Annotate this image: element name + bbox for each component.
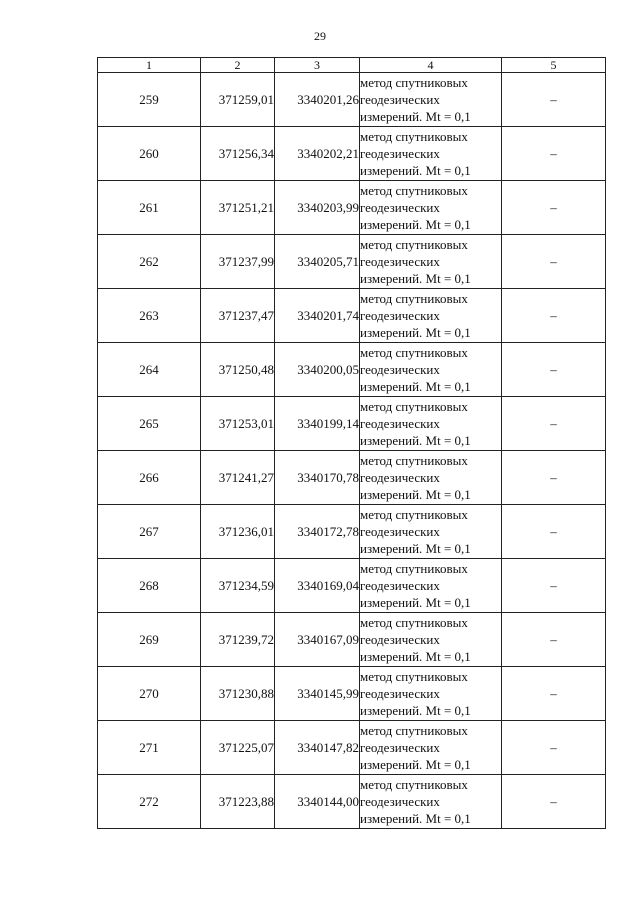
point-number: 265 (98, 397, 201, 451)
coordinate-x: 371250,48 (201, 343, 275, 397)
note-cell: – (502, 73, 606, 127)
method-description (360, 505, 502, 559)
table-row (98, 127, 606, 181)
method-description (360, 667, 502, 721)
method-description (360, 73, 502, 127)
note-cell: – (502, 343, 606, 397)
method-line-2: геодезических (360, 632, 440, 647)
method-line-3: измерений. Mt = 0,1 (360, 649, 471, 664)
table-row (98, 559, 606, 613)
coordinate-y: 3340169,04 (275, 559, 360, 613)
table-row (98, 613, 606, 667)
table-row (98, 289, 606, 343)
coordinate-x: 371225,07 (201, 721, 275, 775)
point-number: 262 (98, 235, 201, 289)
method-line-3: измерений. Mt = 0,1 (360, 433, 471, 448)
coordinate-y: 3340147,82 (275, 721, 360, 775)
method-line-2: геодезических (360, 578, 440, 593)
coordinate-y: 3340201,26 (275, 73, 360, 127)
method-line-1: метод спутниковых (360, 345, 468, 360)
method-description (360, 451, 502, 505)
method-line-2: геодезических (360, 200, 440, 215)
note-cell: – (502, 775, 606, 829)
note-cell: – (502, 667, 606, 721)
note-cell: – (502, 613, 606, 667)
coordinate-y: 3340167,09 (275, 613, 360, 667)
coordinate-y: 3340203,99 (275, 181, 360, 235)
coordinate-x: 371239,72 (201, 613, 275, 667)
point-number: 270 (98, 667, 201, 721)
coordinate-x: 371256,34 (201, 127, 275, 181)
method-line-2: геодезических (360, 416, 440, 431)
point-number: 272 (98, 775, 201, 829)
coordinate-x: 371253,01 (201, 397, 275, 451)
method-line-3: измерений. Mt = 0,1 (360, 541, 471, 556)
table-row (98, 181, 606, 235)
table-row (98, 667, 606, 721)
note-cell: – (502, 289, 606, 343)
method-line-1: метод спутниковых (360, 75, 468, 90)
table-row (98, 343, 606, 397)
method-description (360, 343, 502, 397)
point-number: 266 (98, 451, 201, 505)
coordinate-x: 371234,59 (201, 559, 275, 613)
note-cell: – (502, 397, 606, 451)
coordinate-x: 371223,88 (201, 775, 275, 829)
table-body (98, 73, 606, 829)
table-row (98, 505, 606, 559)
method-line-3: измерений. Mt = 0,1 (360, 595, 471, 610)
note-cell: – (502, 127, 606, 181)
method-line-3: измерений. Mt = 0,1 (360, 379, 471, 394)
method-description (360, 289, 502, 343)
method-description (360, 181, 502, 235)
header-col-5: 5 (502, 58, 606, 73)
method-line-1: метод спутниковых (360, 237, 468, 252)
method-line-2: геодезических (360, 794, 440, 809)
table-row (98, 775, 606, 829)
coordinate-x: 371259,01 (201, 73, 275, 127)
method-line-1: метод спутниковых (360, 561, 468, 576)
point-number: 260 (98, 127, 201, 181)
method-description (360, 559, 502, 613)
note-cell: – (502, 181, 606, 235)
coordinate-y: 3340200,05 (275, 343, 360, 397)
coordinate-x: 371251,21 (201, 181, 275, 235)
point-number: 271 (98, 721, 201, 775)
coordinate-y: 3340205,71 (275, 235, 360, 289)
method-line-1: метод спутниковых (360, 723, 468, 738)
coordinate-y: 3340201,74 (275, 289, 360, 343)
header-col-3: 3 (275, 58, 360, 73)
table-row (98, 721, 606, 775)
method-line-3: измерений. Mt = 0,1 (360, 163, 471, 178)
method-line-1: метод спутниковых (360, 615, 468, 630)
method-line-1: метод спутниковых (360, 453, 468, 468)
header-col-1: 1 (98, 58, 201, 73)
method-description (360, 397, 502, 451)
method-line-1: метод спутниковых (360, 669, 468, 684)
method-line-1: метод спутниковых (360, 399, 468, 414)
table-row (98, 397, 606, 451)
point-number: 267 (98, 505, 201, 559)
method-line-3: измерений. Mt = 0,1 (360, 325, 471, 340)
method-line-2: геодезических (360, 254, 440, 269)
method-description (360, 127, 502, 181)
method-description (360, 613, 502, 667)
coordinate-x: 371237,47 (201, 289, 275, 343)
coordinate-x: 371230,88 (201, 667, 275, 721)
coordinate-x: 371237,99 (201, 235, 275, 289)
method-line-2: геодезических (360, 686, 440, 701)
method-line-1: метод спутниковых (360, 129, 468, 144)
method-line-2: геодезических (360, 362, 440, 377)
note-cell: – (502, 451, 606, 505)
method-line-3: измерений. Mt = 0,1 (360, 811, 471, 826)
table-row (98, 235, 606, 289)
method-line-3: измерений. Mt = 0,1 (360, 271, 471, 286)
coordinate-x: 371241,27 (201, 451, 275, 505)
method-line-1: метод спутниковых (360, 291, 468, 306)
method-line-1: метод спутниковых (360, 777, 468, 792)
method-description (360, 235, 502, 289)
method-line-3: измерений. Mt = 0,1 (360, 487, 471, 502)
note-cell: – (502, 505, 606, 559)
point-number: 263 (98, 289, 201, 343)
method-line-1: метод спутниковых (360, 507, 468, 522)
method-line-3: измерений. Mt = 0,1 (360, 703, 471, 718)
method-description (360, 721, 502, 775)
note-cell: – (502, 559, 606, 613)
method-line-2: геодезических (360, 524, 440, 539)
note-cell: – (502, 235, 606, 289)
method-line-1: метод спутниковых (360, 183, 468, 198)
method-line-2: геодезических (360, 146, 440, 161)
method-description (360, 775, 502, 829)
coordinate-y: 3340144,00 (275, 775, 360, 829)
table-row (98, 451, 606, 505)
point-number: 259 (98, 73, 201, 127)
point-number: 264 (98, 343, 201, 397)
coordinate-y: 3340170,78 (275, 451, 360, 505)
method-line-2: геодезических (360, 92, 440, 107)
point-number: 261 (98, 181, 201, 235)
point-number: 268 (98, 559, 201, 613)
header-col-2: 2 (201, 58, 275, 73)
table-row (98, 73, 606, 127)
method-line-3: измерений. Mt = 0,1 (360, 757, 471, 772)
coordinate-y: 3340145,99 (275, 667, 360, 721)
note-cell: – (502, 721, 606, 775)
header-row (98, 58, 606, 73)
method-line-2: геодезических (360, 470, 440, 485)
method-line-3: измерений. Mt = 0,1 (360, 109, 471, 124)
coordinates-table (97, 57, 606, 829)
method-line-3: измерений. Mt = 0,1 (360, 217, 471, 232)
coordinate-y: 3340199,14 (275, 397, 360, 451)
point-number: 269 (98, 613, 201, 667)
method-line-2: геодезических (360, 740, 440, 755)
coordinate-y: 3340172,78 (275, 505, 360, 559)
page-number: 29 (314, 29, 326, 43)
method-line-2: геодезических (360, 308, 440, 323)
coordinate-y: 3340202,21 (275, 127, 360, 181)
coordinate-x: 371236,01 (201, 505, 275, 559)
header-col-4: 4 (360, 58, 502, 73)
